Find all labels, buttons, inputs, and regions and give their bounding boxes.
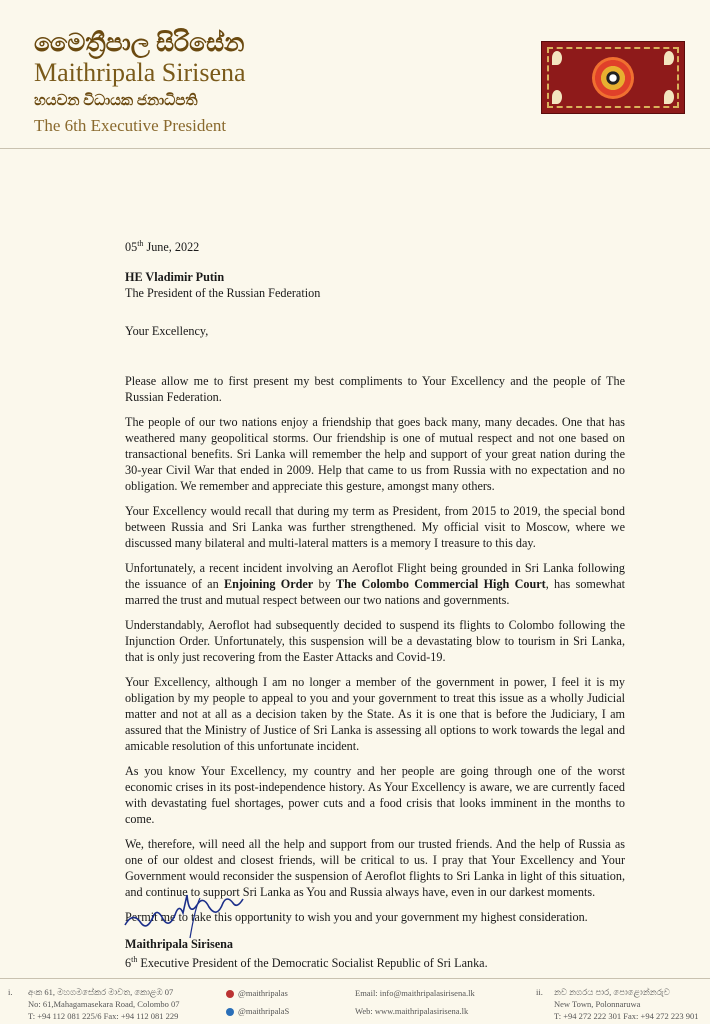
paragraph: We, therefore, will need all the help and support from our trusted friends. And the help of Russia as one of our oldest and closest friends, will be critical to us. I pray that Your Excellency and Your Government would reconsider the suspension of Aeroflot flights to Sri Lanka in light of this situation, and continue to support Sri Lanka as You and Russia always have, even in our darkest moments. [125, 837, 625, 900]
phone-fax: T: +94 112 081 225/6 Fax: +94 112 081 229 [28, 1011, 179, 1021]
paragraph: Please allow me to first present my best compliments to Your Excellency and the people of The Russian Federation. [125, 374, 625, 405]
signer-title: 6th Executive President of the Democratic Socialist Republic of Sri Lanka. [125, 955, 488, 971]
sinhala-title: හයවන විධායක ජනාධිපති [34, 93, 198, 109]
contact-info [355, 986, 475, 1018]
paragraph: The people of our two nations enjoy a friendship that goes back many, many decades. One that has weathered many geopolitical storms. Our friendship is one of mutual respect and not one based on transactional benefits. Sri Lanka will remember the help and support of your great nation during the 30-year Civil War that ended in 2009. Help that came to us from Russia with no expectation and no obligation. We remember and appreciate this gesture, amongst many others. [125, 415, 625, 494]
bo-leaf-icon [552, 51, 562, 65]
footer-divider [0, 978, 710, 979]
date: 05th June, 2022 [125, 239, 200, 255]
salutation: Your Excellency, [125, 324, 209, 339]
bo-leaf-icon [552, 90, 562, 104]
signature [120, 890, 320, 940]
phone-fax: T: +94 272 222 301 Fax: +94 272 223 901 [554, 1011, 699, 1021]
signer-name: Maithripala Sirisena [125, 937, 233, 951]
polonnaruwa-address [554, 986, 698, 1022]
address-line: No: 61,Mahagamasekara Road, Colombo 07 [28, 999, 180, 1009]
address-marker: ii. [536, 987, 543, 997]
letter-body [125, 236, 625, 934]
paragraph: Permit me to take this opportunity to wish you and your government my highest consideration. [125, 910, 588, 925]
recipient-title: The President of the Russian Federation [125, 286, 321, 301]
bo-leaf-icon [664, 90, 674, 104]
twitter-icon [226, 1008, 234, 1016]
letterhead [34, 30, 246, 136]
bo-leaf-icon [664, 51, 674, 65]
letterhead-name: Maithripala Sirisena [34, 58, 246, 87]
recipient-name: HE Vladimir Putin [125, 270, 225, 285]
facebook-icon [226, 990, 234, 998]
address-line: New Town, Polonnaruwa [554, 999, 641, 1009]
address-sinhala: අංක 61, මහගමසේකර මාවත, කොළඹ 07 [28, 987, 174, 997]
email[interactable]: Email: info@maithripalasirisena.lk [355, 988, 475, 998]
paragraph: Your Excellency would recall that during my term as President, from 2015 to 2019, the special bond between Russia and Sri Lanka was further strengthened. My official visit to Moscow, where we discussed many bilateral and multi-lateral matters is a memory I treasure to this day. [125, 504, 625, 551]
website[interactable]: Web: www.maithripalasirisena.lk [355, 1006, 469, 1016]
letterhead-title: The 6th Executive President [34, 116, 227, 135]
paragraph: As you know Your Excellency, my country and her people are going through one of the worst economic crises in its post-independence history. As Your Excellency is aware, we are currently faced with devastating fuel shortages, power cuts and a food crisis that looks imminent in the months to come. [125, 764, 625, 827]
signature-block [125, 937, 488, 971]
paragraph: Understandably, Aeroflot had subsequently decided to suspend its flights to Colombo following the Injunction Order. Unfortunately, this suspension will be a devastating blow to tourism in Sri Lanka, that is only just recovering from the Easter Attacks and Covid-19. [125, 618, 625, 665]
header-divider [0, 148, 710, 149]
paragraph: Unfortunately, a recent incident involving an Aeroflot Flight being grounded in Sri Lanka following the issuance of an Enjoining Order by The Colombo Commercial High Court, has somewhat marred the trust and mutual respect between our two nations and governments. [125, 561, 625, 608]
social-links [226, 986, 289, 1018]
address-sinhala: නව නගරය පාර, පොළොන්නරුව [554, 987, 670, 997]
presidential-emblem [541, 41, 685, 114]
twitter-handle[interactable]: @maithripalaS [238, 1006, 290, 1016]
address-marker: i. [8, 987, 13, 997]
facebook-handle[interactable]: @maithripalas [238, 988, 288, 998]
sinhala-name: මෛත්‍රීපාල සිරිසේන [34, 30, 245, 57]
lotus-flower-icon [592, 57, 634, 99]
colombo-address [28, 986, 180, 1022]
paragraph: Your Excellency, although I am no longer a member of the government in power, I feel it is my obligation by my people to appeal to you and your government to treat this issue as a wholly Judicial matter and not at all as a decision taken by the State. As it is one that is before the Judiciary, I am assured that the Ministry of Justice of Sri Lanka is assessing all options to work towards the legal and amicable resolution of this unfortunate incident. [125, 675, 625, 754]
